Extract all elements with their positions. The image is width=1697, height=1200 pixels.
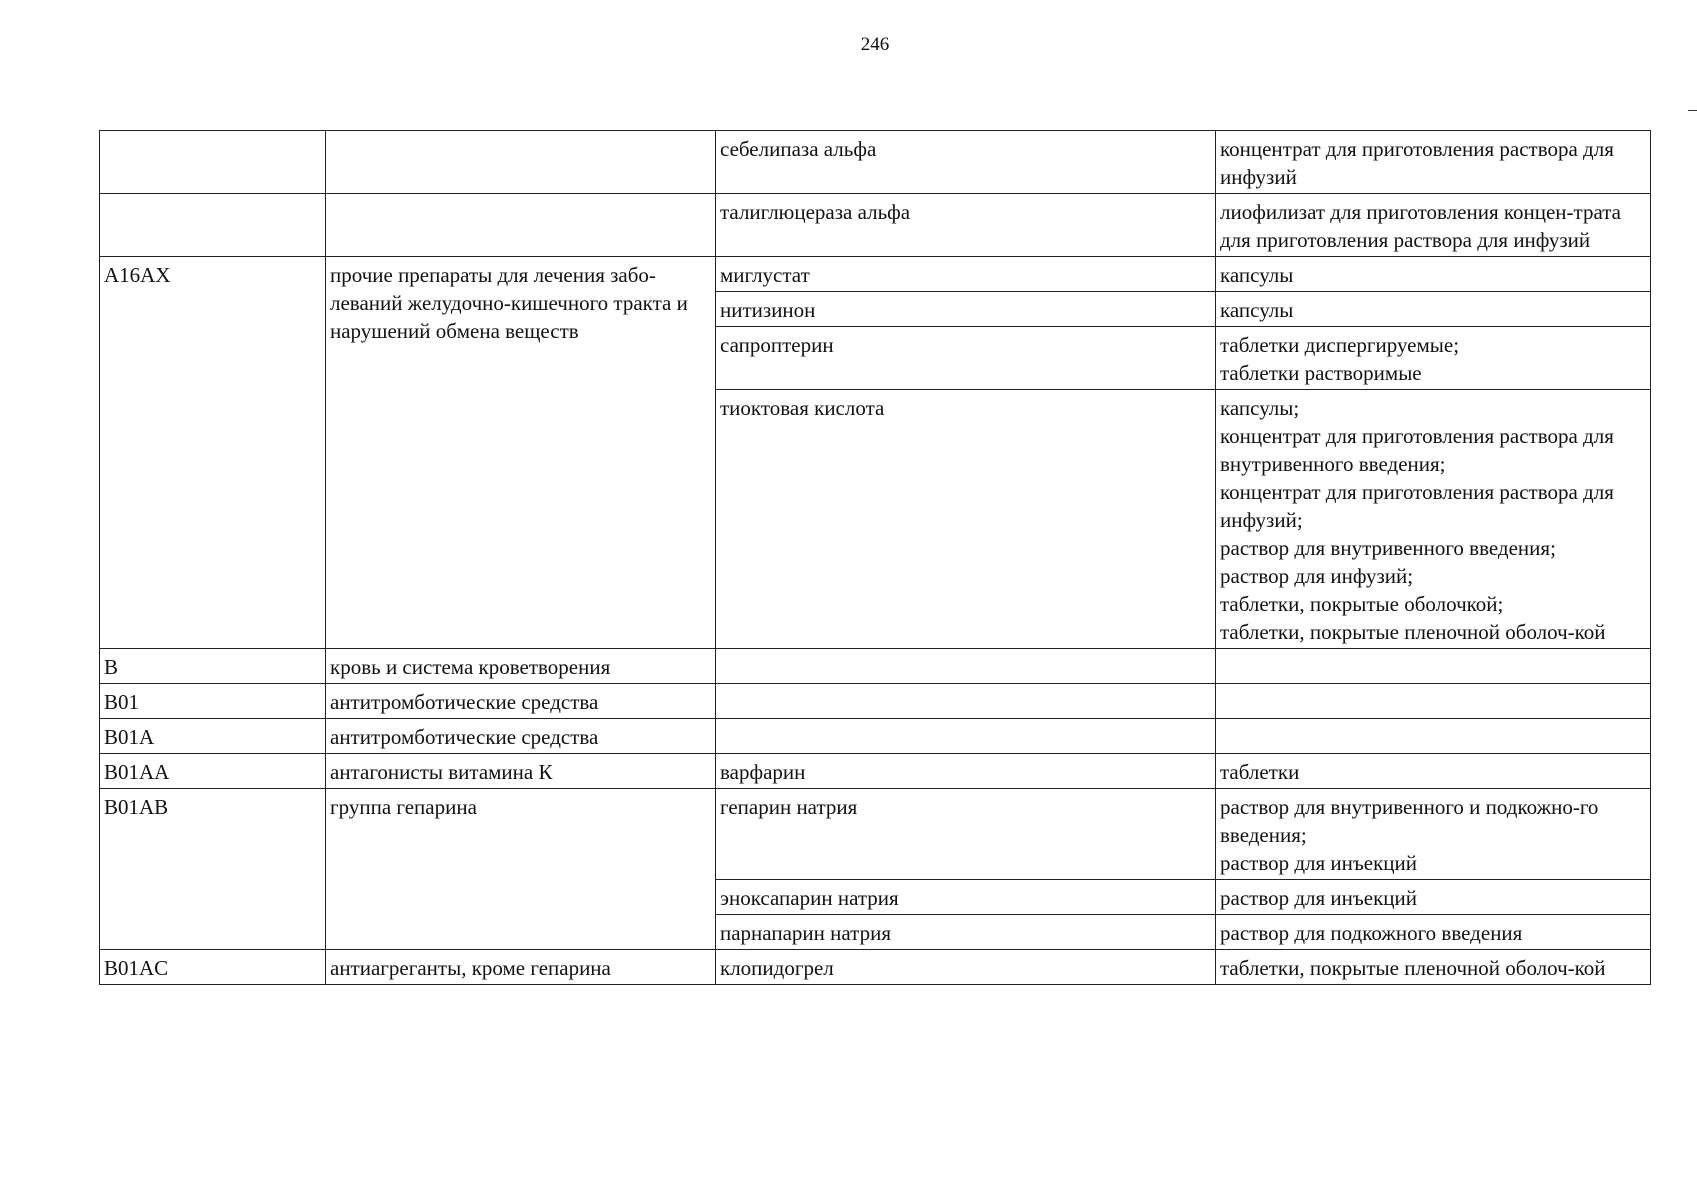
atc-code-cell bbox=[100, 194, 326, 257]
dosage-form-cell bbox=[1216, 327, 1651, 390]
atc-code-cell: B01AA bbox=[100, 754, 326, 789]
dosage-form-line: таблетки, покрытые пленочной оболоч-кой bbox=[1220, 956, 1606, 980]
drug-name-cell: талиглюцераза альфа bbox=[716, 194, 1216, 257]
dosage-form-cell bbox=[1216, 292, 1651, 327]
dosage-form-cell bbox=[1216, 754, 1651, 789]
drug-name-cell: себелипаза альфа bbox=[716, 131, 1216, 194]
drug-name-cell: нитизинон bbox=[716, 292, 1216, 327]
table-row bbox=[100, 257, 1651, 292]
page-number: 246 bbox=[860, 34, 890, 55]
dosage-form-line: таблетки растворимые bbox=[1220, 361, 1422, 385]
dosage-form-cell bbox=[1216, 257, 1651, 292]
drug-name-cell bbox=[716, 719, 1216, 754]
atc-code-cell: B01AC bbox=[100, 950, 326, 985]
atc-code-cell: B01 bbox=[100, 684, 326, 719]
drug-name-cell: клопидогрел bbox=[716, 950, 1216, 985]
table-row bbox=[100, 649, 1651, 684]
dosage-form-line: раствор для внутривенного введения; bbox=[1220, 536, 1556, 560]
drug-name-cell: парнапарин натрия bbox=[716, 915, 1216, 950]
group-name-cell: антитромботические средства bbox=[326, 719, 716, 754]
dosage-form-line: раствор для инфузий; bbox=[1220, 564, 1414, 588]
dosage-form-line: раствор для внутривенного и подкожно-го введения; bbox=[1220, 795, 1599, 847]
drug-name-cell bbox=[716, 649, 1216, 684]
dosage-form-cell bbox=[1216, 915, 1651, 950]
drug-classification-table bbox=[99, 130, 1651, 985]
table-row bbox=[100, 684, 1651, 719]
group-name-cell: антагонисты витамина К bbox=[326, 754, 716, 789]
dosage-form-cell bbox=[1216, 719, 1651, 754]
table-row bbox=[100, 789, 1651, 880]
table-row bbox=[100, 131, 1651, 194]
drug-name-cell: эноксапарин натрия bbox=[716, 880, 1216, 915]
drug-name-cell: тиоктовая кислота bbox=[716, 390, 1216, 649]
group-name-cell: прочие препараты для лечения забо-леваний желудочно-кишечного тракта и нарушений обмена веществ bbox=[326, 257, 716, 649]
dosage-form-cell bbox=[1216, 880, 1651, 915]
table-row bbox=[100, 194, 1651, 257]
group-name-cell bbox=[326, 131, 716, 194]
atc-code-cell bbox=[100, 131, 326, 194]
group-name-cell: кровь и система кроветворения bbox=[326, 649, 716, 684]
dosage-form-line: капсулы bbox=[1220, 298, 1294, 322]
table-row bbox=[100, 950, 1651, 985]
drug-name-cell: варфарин bbox=[716, 754, 1216, 789]
drug-name-cell: миглустат bbox=[716, 257, 1216, 292]
dosage-form-line: раствор для подкожного введения bbox=[1220, 921, 1523, 945]
dosage-form-cell bbox=[1216, 131, 1651, 194]
dosage-form-line: концентрат для приготовления раствора для внутривенного введения; bbox=[1220, 424, 1614, 476]
atc-code-cell: B01AB bbox=[100, 789, 326, 950]
dosage-form-cell bbox=[1216, 194, 1651, 257]
dosage-form-line: концентрат для приготовления раствора для инфузий bbox=[1220, 137, 1614, 189]
group-name-cell: антиагреганты, кроме гепарина bbox=[326, 950, 716, 985]
atc-code-cell: B bbox=[100, 649, 326, 684]
dosage-form-line: капсулы bbox=[1220, 263, 1294, 287]
dosage-form-cell bbox=[1216, 684, 1651, 719]
dosage-form-cell bbox=[1216, 950, 1651, 985]
dosage-form-line: раствор для инъекций bbox=[1220, 886, 1417, 910]
dosage-form-line: таблетки, покрытые оболочкой; bbox=[1220, 592, 1504, 616]
group-name-cell: антитромботические средства bbox=[326, 684, 716, 719]
dosage-form-line: лиофилизат для приготовления концен-трата для приготовления раствора для инфузий bbox=[1220, 200, 1621, 252]
table-row bbox=[100, 754, 1651, 789]
dosage-form-line: таблетки, покрытые пленочной оболоч-кой bbox=[1220, 620, 1606, 644]
atc-code-cell: A16AX bbox=[100, 257, 326, 649]
table-row bbox=[100, 719, 1651, 754]
dosage-form-line: концентрат для приготовления раствора для инфузий; bbox=[1220, 480, 1614, 532]
edge-mark bbox=[1688, 110, 1697, 111]
drug-name-cell: гепарин натрия bbox=[716, 789, 1216, 880]
dosage-form-cell bbox=[1216, 789, 1651, 880]
atc-code-cell: B01A bbox=[100, 719, 326, 754]
dosage-form-cell bbox=[1216, 649, 1651, 684]
drug-name-cell: сапроптерин bbox=[716, 327, 1216, 390]
dosage-form-line: раствор для инъекций bbox=[1220, 851, 1417, 875]
drug-name-cell bbox=[716, 684, 1216, 719]
dosage-form-line: таблетки диспергируемые; bbox=[1220, 333, 1460, 357]
group-name-cell: группа гепарина bbox=[326, 789, 716, 950]
table-body bbox=[100, 131, 1651, 985]
dosage-form-line: таблетки bbox=[1220, 760, 1300, 784]
group-name-cell bbox=[326, 194, 716, 257]
dosage-form-cell bbox=[1216, 390, 1651, 649]
dosage-form-line: капсулы; bbox=[1220, 396, 1300, 420]
